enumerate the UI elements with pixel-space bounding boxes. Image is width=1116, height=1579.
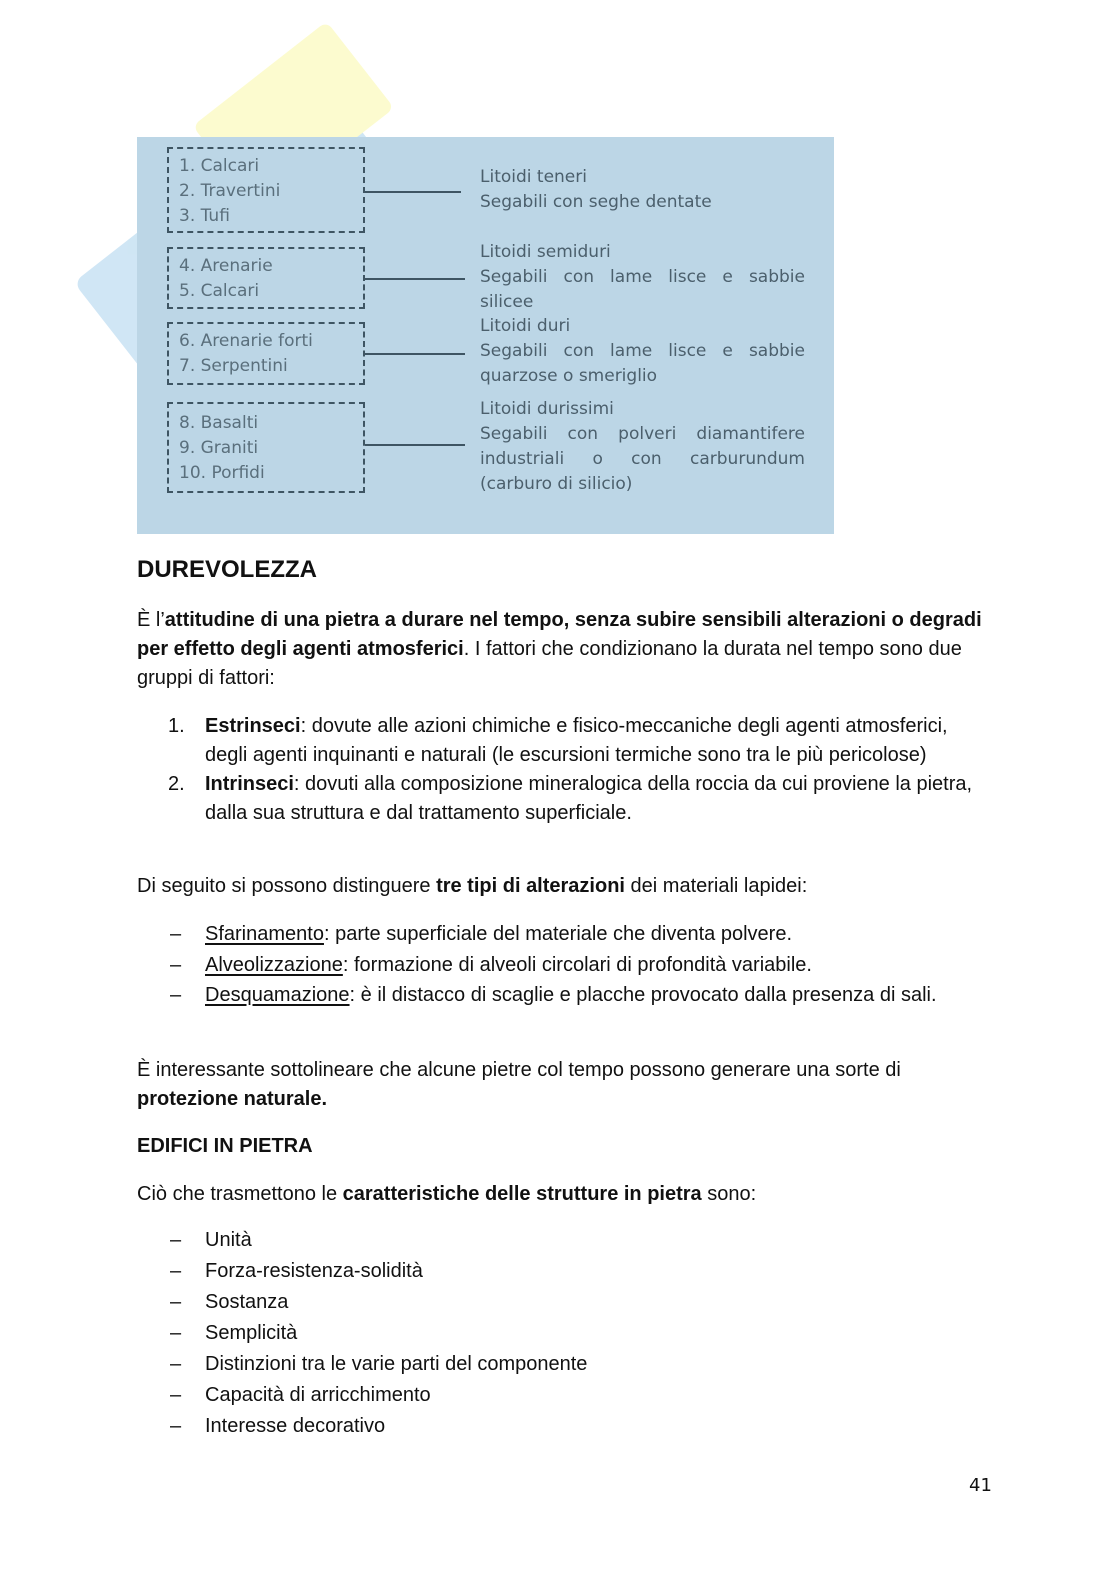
list-item xyxy=(137,1287,995,1318)
figure-label-desc: Segabili con seghe dentate xyxy=(480,192,712,212)
figure-group-box xyxy=(167,322,365,385)
alteration-term: Desquamazione xyxy=(205,984,350,1006)
figure-connector xyxy=(365,444,465,446)
intro-bold: caratteristiche delle strutture in pietra xyxy=(342,1183,702,1205)
edifici-list xyxy=(137,1225,995,1442)
intro-text: È l’ xyxy=(137,609,165,631)
figure-label-desc: Segabili con lame lisce e sabbie quarzose o smeriglio xyxy=(480,341,805,386)
factor-text: : dovuti alla composizione mineralogica della roccia da cui proviene la pietra, dalla sua struttura e dal trattamento superficiale. xyxy=(205,773,973,824)
figure-group-box xyxy=(167,247,365,309)
figure-label-title: Litoidi teneri xyxy=(480,167,587,187)
figure-item: 4. Arenarie xyxy=(179,256,273,276)
figure-item: 5. Calcari xyxy=(179,281,260,301)
factors-list xyxy=(137,712,995,828)
page-number: 41 xyxy=(969,1475,992,1496)
figure-label xyxy=(480,314,805,389)
figure-item: 8. Basalti xyxy=(179,413,259,433)
figure-label-desc: Segabili con polveri diamantifere industriali o con carburundum (carburo di silicio) xyxy=(480,424,805,494)
list-item-text: Semplicità xyxy=(205,1322,298,1344)
intro-text: . I fattori che condizionano la durata nel tempo sono due gruppi di fattori: xyxy=(137,638,962,689)
list-item xyxy=(137,712,995,770)
figure-connector xyxy=(365,191,461,193)
figure-group-box xyxy=(167,402,365,493)
factor-term: Estrinseci xyxy=(205,715,301,737)
durevolezza-intro xyxy=(137,606,995,693)
dash-marker: – xyxy=(170,1353,182,1375)
intro-bold: tre tipi di alterazioni xyxy=(436,875,625,897)
figure-label xyxy=(480,165,805,215)
dash-marker: – xyxy=(170,1291,182,1313)
dash-marker: – xyxy=(170,1322,182,1344)
list-item xyxy=(137,770,995,828)
dash-marker: – xyxy=(170,1229,182,1251)
dash-marker: – xyxy=(170,984,182,1006)
list-item xyxy=(137,1318,995,1349)
figure-item: 2. Travertini xyxy=(179,181,281,201)
figure-label-title: Litoidi semiduri xyxy=(480,242,611,262)
figure-item: 7. Serpentini xyxy=(179,356,288,376)
intro-text: sono: xyxy=(701,1183,757,1205)
stone-hardness-figure xyxy=(137,137,834,534)
figure-connector xyxy=(365,278,465,280)
figure-item: 9. Graniti xyxy=(179,438,259,458)
dash-marker: – xyxy=(170,1415,182,1437)
list-item xyxy=(137,1225,995,1256)
dash-marker: – xyxy=(170,954,182,976)
factor-term: Intrinseci xyxy=(205,773,294,795)
alterations-list xyxy=(137,919,995,1010)
alteration-term: Sfarinamento xyxy=(205,923,324,945)
list-item-text: Distinzioni tra le varie parti del componente xyxy=(205,1353,588,1375)
list-item xyxy=(137,981,995,1010)
dash-marker: – xyxy=(170,1260,182,1282)
intro-bold: attitudine di una pietra a durare nel tempo, senza subire sensibili alterazioni o degradi per effetto degli agenti atmosferici xyxy=(137,609,982,660)
figure-item: 1. Calcari xyxy=(179,156,260,176)
list-item xyxy=(137,1411,995,1442)
list-number: 1. xyxy=(168,715,185,737)
alteration-term: Alveolizzazione xyxy=(205,954,343,976)
list-item xyxy=(137,1256,995,1287)
alterations-intro xyxy=(137,872,995,901)
note-bold: protezione naturale. xyxy=(137,1088,328,1110)
section-heading-edifici: EDIFICI IN PIETRA xyxy=(137,1135,313,1157)
figure-group-box xyxy=(167,147,365,233)
list-number: 2. xyxy=(168,773,185,795)
intro-text: Di seguito si possono distinguere xyxy=(137,875,437,897)
list-item xyxy=(137,950,995,981)
alteration-text: : formazione di alveoli circolari di profondità variabile. xyxy=(342,954,812,976)
note-text: È interessante sottolineare che alcune pietre col tempo possono generare una sorte di xyxy=(137,1059,901,1081)
alteration-text: : è il distacco di scaglie e placche provocato dalla presenza di sali. xyxy=(349,984,937,1006)
list-item-text: Forza-resistenza-solidità xyxy=(205,1260,423,1282)
list-item-text: Sostanza xyxy=(205,1291,289,1313)
list-item xyxy=(137,919,995,950)
dash-marker: – xyxy=(170,1384,182,1406)
section-heading-durevolezza: DUREVOLEZZA xyxy=(137,556,317,583)
figure-item: 10. Porfidi xyxy=(179,463,265,483)
figure-label xyxy=(480,397,805,497)
figure-item: 6. Arenarie forti xyxy=(179,331,313,351)
dash-marker: – xyxy=(170,923,182,945)
list-item-text: Capacità di arricchimento xyxy=(205,1384,431,1406)
protection-note xyxy=(137,1056,995,1114)
intro-text: dei materiali lapidei: xyxy=(624,875,808,897)
figure-connector xyxy=(365,353,465,355)
figure-label-title: Litoidi duri xyxy=(480,316,571,336)
intro-text: Ciò che trasmettono le xyxy=(137,1183,343,1205)
list-item xyxy=(137,1349,995,1380)
list-item xyxy=(137,1380,995,1411)
figure-item: 3. Tufi xyxy=(179,206,230,226)
alteration-text: : parte superficiale del materiale che diventa polvere. xyxy=(323,923,793,945)
figure-label-desc: Segabili con lame lisce e sabbie silicee xyxy=(480,267,805,312)
list-item-text: Unità xyxy=(205,1229,252,1251)
figure-label-title: Litoidi durissimi xyxy=(480,399,614,419)
factor-text: : dovute alle azioni chimiche e fisico-meccaniche degli agenti atmosferici, degli agenti inquinanti e naturali (le escursioni termiche sono tra le più pericolose) xyxy=(205,715,948,766)
figure-label xyxy=(480,240,805,315)
edifici-intro xyxy=(137,1180,995,1209)
list-item-text: Interesse decorativo xyxy=(205,1415,386,1437)
